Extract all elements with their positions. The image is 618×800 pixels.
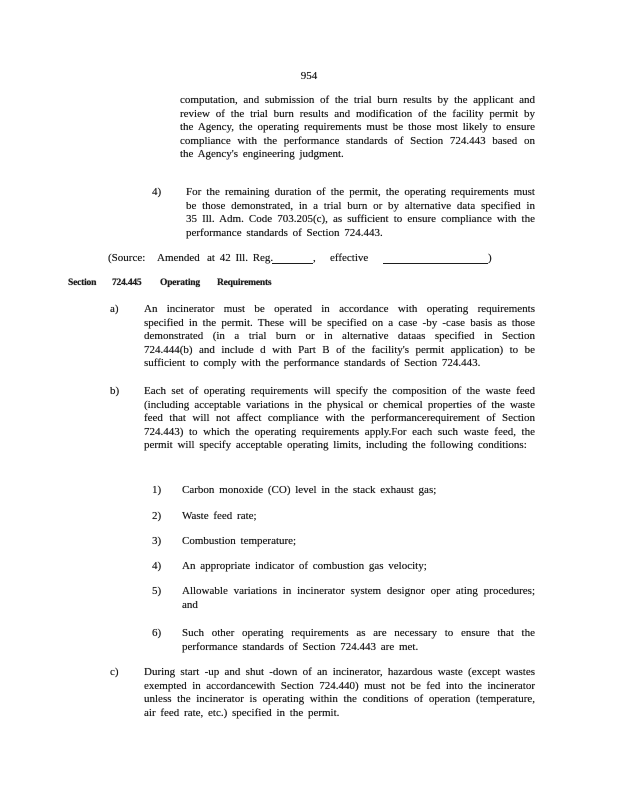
numbered-condition-2-text: Waste feed rate;	[182, 510, 257, 522]
lettered-item-a-label: a)	[110, 303, 119, 315]
blank-field-effective-date	[383, 252, 488, 264]
page-number: 954	[300, 70, 318, 82]
section-heading-title-word2: Requirements	[217, 278, 272, 288]
blank-field-register-number	[272, 252, 313, 264]
numbered-condition-5-label: 5)	[152, 585, 162, 597]
section-heading-title-word1: Operating	[160, 278, 200, 288]
numbered-condition-4-text: An appropriate indicator of combustion gas velocity;	[182, 560, 427, 572]
numbered-condition-3	[152, 535, 535, 549]
source-line	[108, 252, 528, 268]
numbered-condition-1	[152, 484, 535, 498]
numbered-condition-4-label: 4)	[152, 560, 162, 572]
lettered-item-c-label: c)	[110, 666, 119, 678]
source-effective-text: effective	[330, 252, 369, 264]
numbered-condition-6	[152, 627, 535, 654]
source-open-paren: (Source:	[108, 252, 146, 264]
numbered-condition-6-label: 6)	[152, 627, 162, 639]
lettered-item-a-text: An incinerator must be operated in accordance with operating requirements specified in the permit. These will be specified on a case -by -case basis as those demonstrated (in a trial burn or in alternative dataas specified in Section 724.444(b) and include d with Part B of the facility's permit application) to be sufficient to comply with the performance standards of Section 724.443.	[144, 303, 535, 369]
list-item-4	[152, 186, 535, 240]
lettered-item-b	[110, 385, 535, 453]
numbered-condition-3-label: 3)	[152, 535, 162, 547]
list-item-4-label: 4)	[152, 186, 162, 198]
lettered-item-b-text: Each set of operating requirements will specify the composition of the waste feed (including acceptable variations in the physical or chemical properties of the waste feed that will not affect compliance with the performancerequirement of Section 724.443) to which the operating requirements apply.For each such waste feed, the permit will specify acceptable operating limits, including the following conditions:	[144, 385, 535, 451]
source-register-citation: at 42 Ill. Reg.	[207, 252, 274, 264]
section-heading-number: 724.445	[112, 278, 142, 288]
numbered-condition-2	[152, 510, 535, 524]
numbered-condition-6-text: Such other operating requirements as are necessary to ensure that the performance standards of Section 724.443 are met.	[182, 627, 535, 653]
list-item-4-text: For the remaining duration of the permit, the operating requirements must be those demonstrated, in a trial burn or by alternative data specified in 35 Ill. Adm. Code 703.205(c), as sufficient to ensure compliance with the performance standards of Section 724.443.	[186, 186, 535, 239]
source-amended-text: Amended	[157, 252, 200, 264]
lettered-item-c-text: During start -up and shut -down of an incinerator, hazardous waste (except wastes exempted in accordancewith Section 724.440) must not be fed into the incinerator unless the incinerator is operating within the conditions of operation (temperature, air feed rate, etc.) specified in the permit.	[144, 666, 535, 719]
numbered-condition-4	[152, 560, 535, 574]
numbered-condition-5	[152, 585, 535, 612]
section-heading-label: Section	[68, 278, 97, 288]
intro-paragraph: computation, and submission of the trial burn results by the applicant and review of the trial burn results and modification of the facility permit by the Agency, the operating requirements must be those most likely to ensure compliance with the performance standards of Section 724.443 based on the Agency's engineering judgment.	[180, 94, 535, 160]
numbered-condition-5-text: Allowable variations in incinerator system designor oper ating procedures; and	[182, 585, 535, 611]
lettered-item-c	[110, 666, 535, 720]
lettered-item-b-label: b)	[110, 385, 120, 397]
source-comma: ,	[313, 252, 316, 264]
numbered-condition-2-label: 2)	[152, 510, 162, 522]
lettered-item-a	[110, 303, 535, 371]
numbered-condition-3-text: Combustion temperature;	[182, 535, 297, 547]
numbered-condition-1-label: 1)	[152, 484, 162, 496]
source-close-paren: )	[488, 252, 492, 264]
numbered-condition-1-text: Carbon monoxide (CO) level in the stack exhaust gas;	[182, 484, 437, 496]
